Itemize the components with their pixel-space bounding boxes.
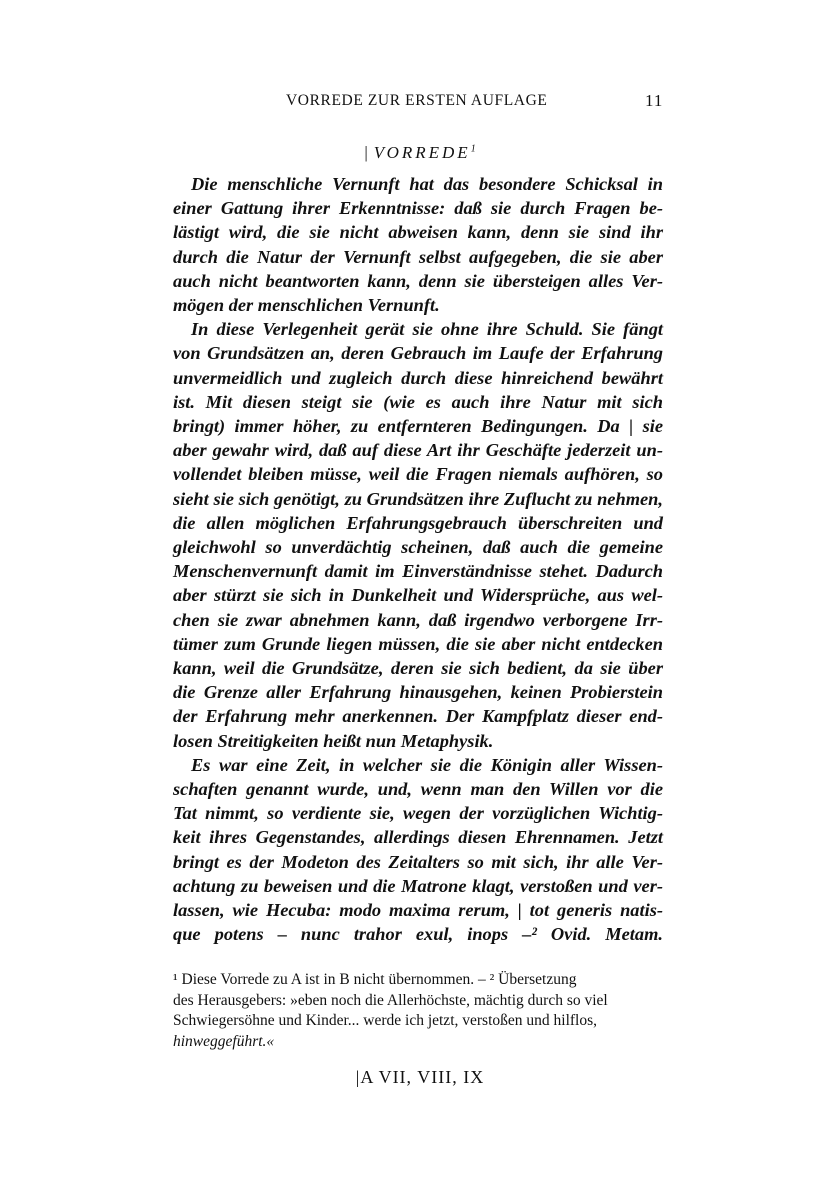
text-line: der Erfahrung mehr anerkennen. Der Kampfplatz dieser end- <box>173 706 663 727</box>
text-line: aber stürzt sie sich in Dunkelheit und Widersprüche, aus wel- <box>173 585 663 606</box>
text-line: que potens – nunc trahor exul, inops –² Ovid. Metam. <box>173 924 663 945</box>
footnote-line: des Herausgebers: »eben noch die Allerhöchste, mächtig durch so viel <box>173 991 608 1009</box>
footnote-line: hinweggeführt.« <box>173 1032 275 1050</box>
text-line: von Grundsätzen an, deren Gebrauch im Laufe der Erfahrung <box>173 343 663 364</box>
text-line: sieht sie sich genötigt, zu Grundsätzen ihre Zuflucht zu nehmen, <box>173 488 663 509</box>
text-line: In diese Verlegenheit gerät sie ohne ihre Schuld. Sie fängt <box>191 319 663 340</box>
text-line: chen sie zwar abnehmen kann, daß irgendwo verborgene Irr- <box>173 609 663 630</box>
text-line: gleichwohl so unverdächtig scheinen, daß auch die gemeine <box>173 537 663 558</box>
text-line: Tat nimmt, so verdiente sie, wegen der vorzüglichen Wichtig- <box>173 803 663 824</box>
text-line: lästigt wird, die sie nicht abweisen kann, denn sie sind ihr <box>173 222 663 243</box>
text-line: durch die Natur der Vernunft selbst aufgegeben, die sie aber <box>173 246 663 267</box>
footnote-reference: 1 <box>470 143 476 155</box>
text-line: vollendet bleiben müsse, weil die Fragen niemals aufhören, so <box>173 464 663 485</box>
text-line: ist. Mit diesen steigt sie (wie es auch ihre Natur mit sich <box>173 391 663 412</box>
text-line: auch nicht beantworten kann, denn sie übersteigen alles Ver- <box>173 270 663 291</box>
text-line: die Grenze aller Erfahrung hinausgehen, keinen Probierstein <box>173 682 663 703</box>
text-line: Die menschliche Vernunft hat das besondere Schicksal in <box>191 174 663 194</box>
text-line: aber gewahr wird, daß auf diese Art ihr Geschäfte jederzeit un- <box>173 440 663 461</box>
body-text <box>173 172 663 947</box>
text-line: achtung zu beweisen und die Matrone klagt, verstoßen und ver- <box>173 875 663 896</box>
paragraph-2 <box>173 317 663 753</box>
page-number: 11 <box>645 91 664 110</box>
text-line: bringt es der Modeton des Zeitalters so mit sich, ihr alle Ver- <box>173 851 663 872</box>
footnotes <box>173 970 713 1052</box>
text-line: einer Gattung ihrer Erkenntnisse: daß sie durch Fragen be- <box>173 198 663 219</box>
text-line: Es war eine Zeit, in welcher sie die Königin aller Wissen- <box>191 754 663 775</box>
edition-page-citation: |A VII, VIII, IX <box>355 1067 485 1087</box>
text-line: keit ihres Gegenstandes, allerdings diesen Ehrennamen. Jetzt <box>173 827 663 848</box>
text-line: bringt) immer höher, zu entfernteren Bedingungen. Da | sie <box>173 416 663 437</box>
running-head: VORREDE ZUR ERSTEN AUFLAGE <box>286 92 548 109</box>
paragraph-1 <box>173 172 663 317</box>
section-title <box>0 143 840 163</box>
text-line: unvermeidlich und zugleich durch diese hinreichend bewährt <box>173 367 663 388</box>
footnote-line: Schwiegersöhne und Kinder... werde ich jetzt, verstoßen und hilflos, <box>173 1012 597 1029</box>
page-break-marker: | <box>364 143 368 162</box>
text-line: lassen, wie Hecuba: modo maxima rerum, | tot generis natis- <box>173 900 663 921</box>
text-line: losen Streitigkeiten heißt nun Metaphysik. <box>173 730 494 751</box>
paragraph-3 <box>173 753 663 947</box>
text-line: tümer zum Grunde liegen müssen, die sie aber nicht entdecken <box>173 633 663 654</box>
section-title-text: VORREDE <box>373 143 471 162</box>
text-line: die allen möglichen Erfahrungsgebrauch überschreiten und <box>173 512 663 533</box>
footnote-line: ¹ Diese Vorrede zu A ist in B nicht übernommen. – ² Übersetzung <box>173 971 577 988</box>
text-line: Menschenvernunft damit im Einverständnisse stehet. Dadurch <box>173 561 663 582</box>
text-line: kann, weil die Grundsätze, deren sie sich bedient, da sie über <box>173 658 663 679</box>
text-line: mögen der menschlichen Vernunft. <box>173 295 440 316</box>
text-line: schaften genannt wurde, und, wenn man den Willen vor die <box>173 779 663 800</box>
